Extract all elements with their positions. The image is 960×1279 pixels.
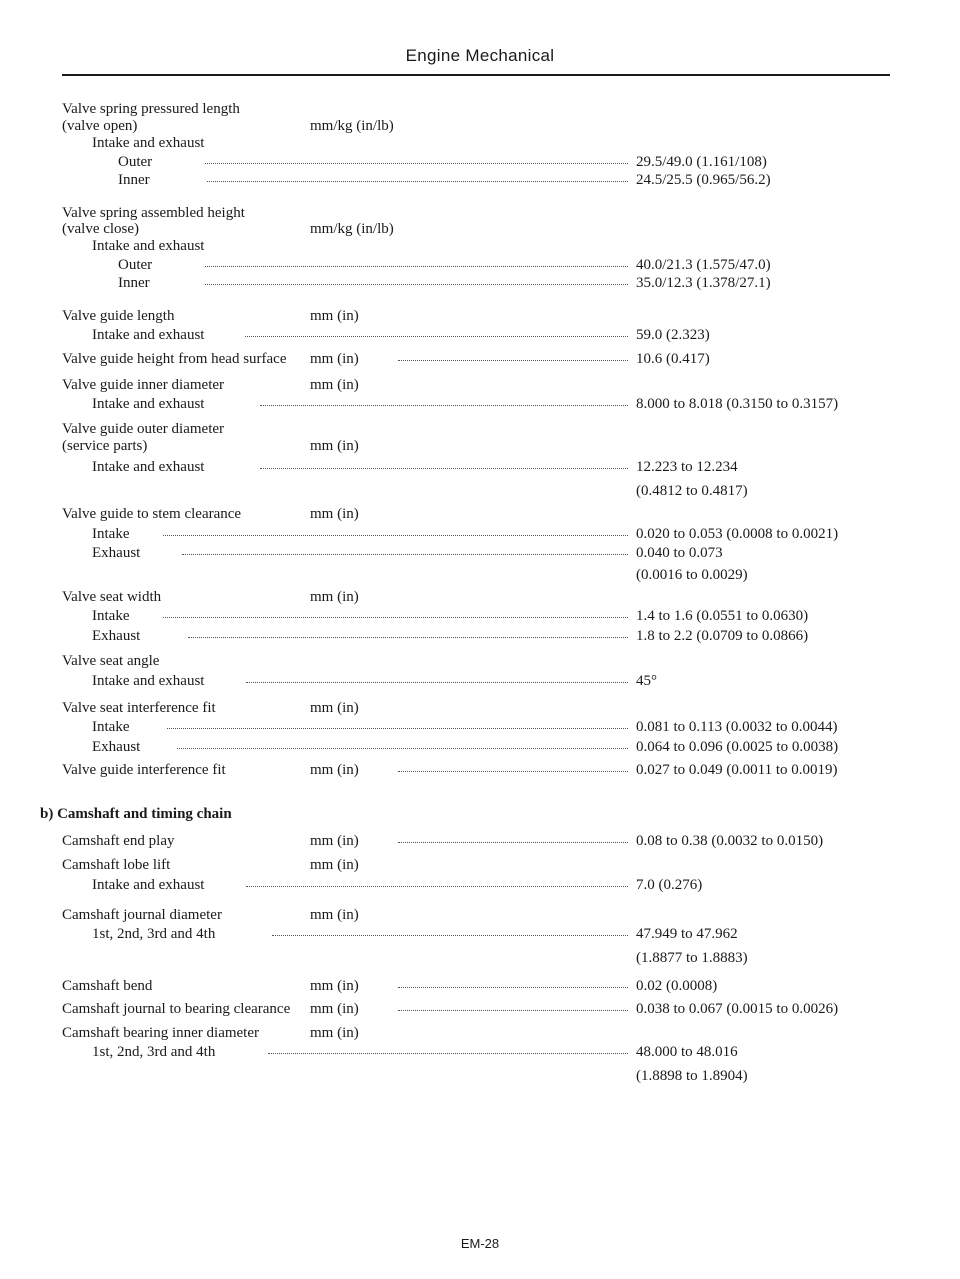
spec-value: 0.081 to 0.113 (0.0032 to 0.0044) bbox=[636, 719, 838, 735]
spec-label: Inner bbox=[118, 172, 150, 188]
spec-label: Camshaft bend bbox=[62, 978, 153, 994]
spec-value: 0.020 to 0.053 (0.0008 to 0.0021) bbox=[636, 526, 839, 542]
spec-label: Camshaft end play bbox=[62, 833, 175, 849]
dot-leader bbox=[245, 326, 628, 337]
spec-value: 12.223 to 12.234 bbox=[636, 459, 738, 475]
spec-label: Camshaft bearing inner diameter bbox=[62, 1025, 260, 1041]
spec-value: 29.5/49.0 (1.161/108) bbox=[636, 154, 767, 170]
dot-leader bbox=[207, 171, 628, 182]
page-number: EM-28 bbox=[460, 1236, 500, 1251]
spec-value: 0.02 (0.0008) bbox=[636, 978, 718, 994]
spec-label: Exhaust bbox=[92, 628, 141, 644]
spec-unit: mm (in) bbox=[310, 700, 359, 716]
spec-label: Intake and exhaust bbox=[92, 673, 205, 689]
spec-label: Valve seat width bbox=[62, 589, 162, 605]
spec-value: 45° bbox=[636, 673, 657, 689]
spec-value: 10.6 (0.417) bbox=[636, 351, 710, 367]
spec-unit: mm (in) bbox=[310, 978, 359, 994]
spec-label: Camshaft journal diameter bbox=[62, 907, 222, 923]
dot-leader bbox=[177, 738, 628, 749]
spec-label: Valve seat angle bbox=[62, 653, 160, 669]
dot-leader bbox=[205, 274, 628, 285]
dot-leader bbox=[398, 350, 628, 361]
spec-value: 0.040 to 0.073 bbox=[636, 545, 723, 561]
spec-label: Intake and exhaust bbox=[92, 877, 205, 893]
dot-leader bbox=[398, 977, 628, 988]
dot-leader bbox=[163, 607, 628, 618]
spec-unit: mm (in) bbox=[310, 857, 359, 873]
dot-leader bbox=[398, 761, 628, 772]
spec-label: Camshaft journal to bearing clearance bbox=[62, 1001, 291, 1017]
spec-unit: mm (in) bbox=[310, 833, 359, 849]
spec-value: 8.000 to 8.018 (0.3150 to 0.3157) bbox=[636, 396, 839, 412]
spec-value: 24.5/25.5 (0.965/56.2) bbox=[636, 172, 771, 188]
spec-value: 47.949 to 47.962 bbox=[636, 926, 738, 942]
spec-unit: mm (in) bbox=[310, 762, 359, 778]
spec-unit: mm (in) bbox=[310, 308, 359, 324]
spec-label: Valve guide to stem clearance bbox=[62, 506, 242, 522]
dot-leader bbox=[205, 153, 628, 164]
spec-label: Valve guide length bbox=[62, 308, 175, 324]
spec-value: (1.8877 to 1.8883) bbox=[636, 950, 748, 966]
spec-label: Valve guide inner diameter bbox=[62, 377, 225, 393]
spec-value: 7.0 (0.276) bbox=[636, 877, 703, 893]
dot-leader bbox=[205, 256, 628, 267]
dot-leader bbox=[188, 627, 628, 638]
spec-label: Valve spring pressured length bbox=[62, 101, 240, 117]
spec-value: 1.8 to 2.2 (0.0709 to 0.0866) bbox=[636, 628, 809, 644]
spec-value: (0.4812 to 0.4817) bbox=[636, 483, 748, 499]
spec-label: Outer bbox=[118, 154, 153, 170]
spec-value: 40.0/21.3 (1.575/47.0) bbox=[636, 257, 771, 273]
spec-label: Intake bbox=[92, 526, 130, 542]
spec-value: 0.038 to 0.067 (0.0015 to 0.0026) bbox=[636, 1001, 839, 1017]
spec-value: 1.4 to 1.6 (0.0551 to 0.0630) bbox=[636, 608, 809, 624]
spec-label: Inner bbox=[118, 275, 150, 291]
spec-unit: mm/kg (in/lb) bbox=[310, 221, 394, 237]
spec-value: 35.0/12.3 (1.378/27.1) bbox=[636, 275, 771, 291]
dot-leader bbox=[246, 672, 628, 683]
dot-leader bbox=[272, 925, 628, 936]
spec-label: (service parts) bbox=[62, 438, 148, 454]
spec-unit: mm (in) bbox=[310, 377, 359, 393]
spec-label: (valve close) bbox=[62, 221, 140, 237]
section-heading: b) Camshaft and timing chain bbox=[40, 806, 232, 822]
dot-leader bbox=[167, 718, 628, 729]
dot-leader bbox=[163, 525, 628, 536]
dot-leader bbox=[246, 876, 628, 887]
dot-leader bbox=[260, 458, 628, 469]
spec-value: 59.0 (2.323) bbox=[636, 327, 710, 343]
dot-leader bbox=[398, 1000, 628, 1011]
spec-value: 0.08 to 0.38 (0.0032 to 0.0150) bbox=[636, 833, 824, 849]
spec-unit: mm (in) bbox=[310, 589, 359, 605]
spec-label: Exhaust bbox=[92, 545, 141, 561]
spec-value: 0.027 to 0.049 (0.0011 to 0.0019) bbox=[636, 762, 838, 778]
spec-label: Valve guide outer diameter bbox=[62, 421, 225, 437]
spec-label: 1st, 2nd, 3rd and 4th bbox=[92, 926, 216, 942]
spec-value: (0.0016 to 0.0029) bbox=[636, 567, 748, 583]
spec-label: Intake bbox=[92, 608, 130, 624]
dot-leader bbox=[260, 395, 628, 406]
spec-label: Exhaust bbox=[92, 739, 141, 755]
spec-unit: mm/kg (in/lb) bbox=[310, 118, 394, 134]
spec-label: Intake bbox=[92, 719, 130, 735]
spec-label: Outer bbox=[118, 257, 153, 273]
spec-value: 48.000 to 48.016 bbox=[636, 1044, 738, 1060]
dot-leader bbox=[182, 544, 628, 555]
spec-label: Intake and exhaust bbox=[92, 238, 205, 254]
spec-label: Intake and exhaust bbox=[92, 135, 205, 151]
spec-unit: mm (in) bbox=[310, 907, 359, 923]
spec-unit: mm (in) bbox=[310, 351, 359, 367]
spec-label: Camshaft lobe lift bbox=[62, 857, 171, 873]
spec-label: Intake and exhaust bbox=[92, 396, 205, 412]
spec-label: 1st, 2nd, 3rd and 4th bbox=[92, 1044, 216, 1060]
spec-label: Valve seat interference fit bbox=[62, 700, 216, 716]
spec-label: Intake and exhaust bbox=[92, 327, 205, 343]
spec-label: (valve open) bbox=[62, 118, 138, 134]
spec-label: Intake and exhaust bbox=[92, 459, 205, 475]
spec-value: 0.064 to 0.096 (0.0025 to 0.0038) bbox=[636, 739, 839, 755]
dot-leader bbox=[268, 1043, 628, 1054]
spec-unit: mm (in) bbox=[310, 1025, 359, 1041]
spec-label: Valve guide interference fit bbox=[62, 762, 226, 778]
spec-label: Valve spring assembled height bbox=[62, 205, 245, 221]
dot-leader bbox=[398, 832, 628, 843]
spec-unit: mm (in) bbox=[310, 1001, 359, 1017]
spec-value: (1.8898 to 1.8904) bbox=[636, 1068, 748, 1084]
spec-unit: mm (in) bbox=[310, 438, 359, 454]
page-title: Engine Mechanical bbox=[405, 46, 555, 65]
spec-unit: mm (in) bbox=[310, 506, 359, 522]
spec-label: Valve guide height from head surface bbox=[62, 351, 287, 367]
